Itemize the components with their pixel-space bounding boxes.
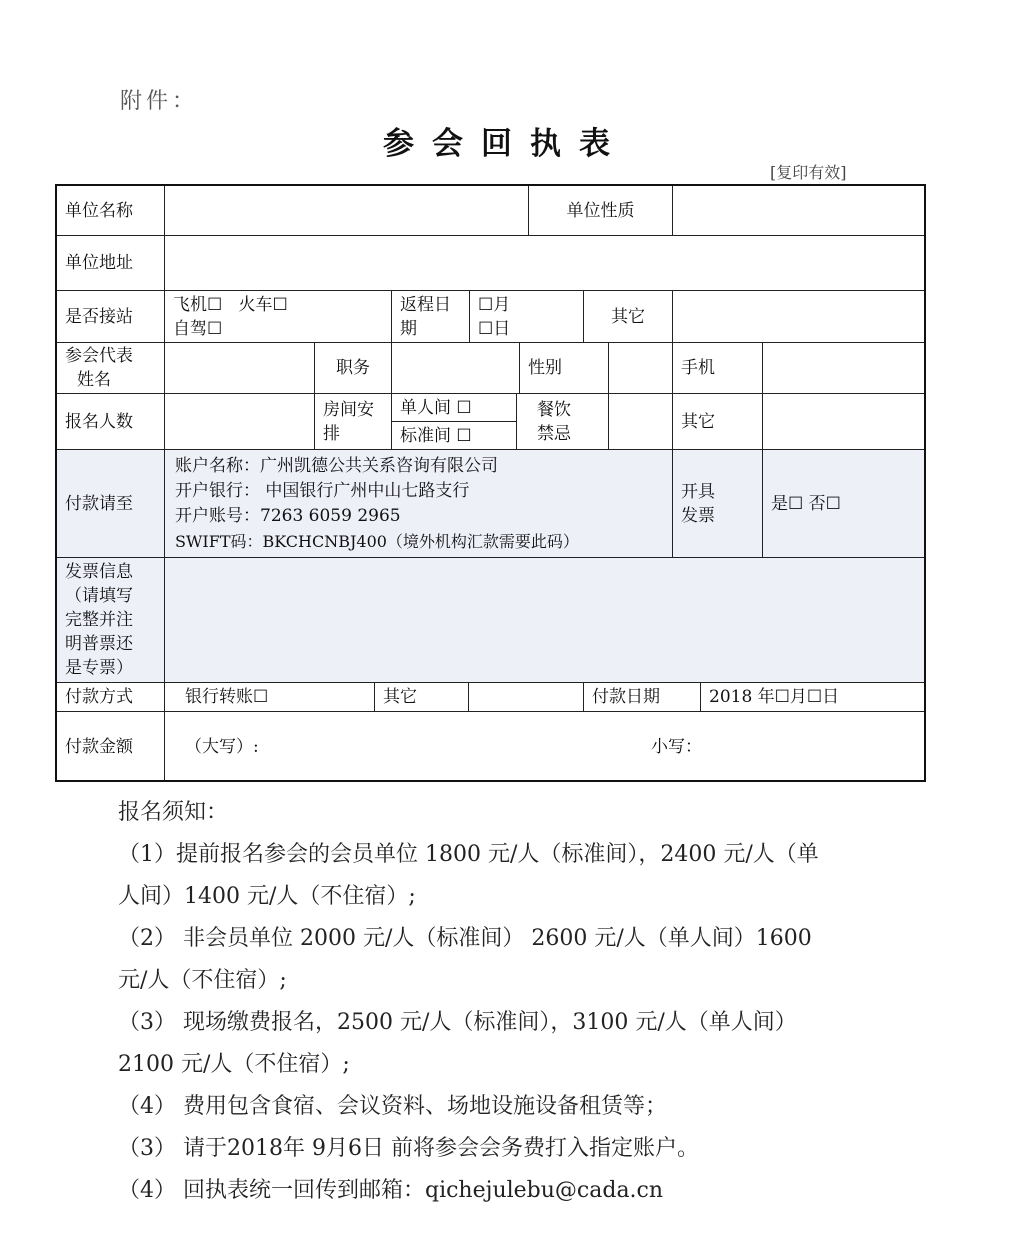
payment-amount-label: 付款金额 xyxy=(57,712,165,782)
invoice-info-line5: 是专票） xyxy=(65,658,133,678)
account-name: 账户名称：广州凯德公共关系咨询有限公司 xyxy=(175,455,498,476)
note-line: 2100 元/人（不住宿）; xyxy=(118,1052,350,1077)
payment-amount-field[interactable] xyxy=(165,712,926,782)
headcount-field[interactable] xyxy=(165,394,315,450)
headcount-other-label: 其它 xyxy=(673,394,763,450)
payment-date-label: 付款日期 xyxy=(584,683,701,712)
unit-address-field[interactable] xyxy=(165,236,926,291)
invoice-yes-no-checkbox[interactable]: 是☐ 否☐ xyxy=(763,450,926,558)
return-date-label-line2: 期 xyxy=(400,318,417,339)
invoice-info-line2: （请填写 xyxy=(65,586,133,606)
note-line: 元/人（不住宿）; xyxy=(118,968,287,993)
bank-transfer-checkbox[interactable]: 银行转账☐ xyxy=(165,683,375,712)
pickup-other-field[interactable] xyxy=(673,291,926,343)
pickup-label: 是否接站 xyxy=(57,291,165,343)
return-date-field xyxy=(470,291,584,343)
representative-label-line1: 参会代表 xyxy=(65,346,133,366)
pickup-plane-checkbox[interactable]: 飞机☐ xyxy=(173,294,223,315)
representative-label xyxy=(57,343,165,394)
note-line: （3） 请于2018年 9月6日 前将参会会务费打入指定账户。 xyxy=(118,1136,699,1161)
return-day-checkbox[interactable]: ☐日 xyxy=(478,318,511,339)
invoice-label xyxy=(673,450,763,558)
note-line: （3） 现场缴费报名，2500 元/人（标准间），3100 元/人（单人间） xyxy=(118,1010,797,1035)
headcount-label: 报名人数 xyxy=(57,394,165,450)
phone-field[interactable] xyxy=(763,343,926,394)
registration-notes xyxy=(118,792,878,1212)
unit-name-field[interactable] xyxy=(165,186,529,236)
diet-restriction-label xyxy=(517,394,609,450)
representative-label-line2: 姓名 xyxy=(77,370,111,390)
unit-nature-label: 单位性质 xyxy=(529,186,673,236)
unit-address-label: 单位地址 xyxy=(57,236,165,291)
notes-heading: 报名须知： xyxy=(118,800,229,825)
invoice-info-label xyxy=(57,558,165,683)
representative-field[interactable] xyxy=(165,343,315,394)
copy-valid-note: [复印有效] xyxy=(770,163,847,182)
return-month-checkbox[interactable]: ☐月 xyxy=(478,294,511,315)
pickup-options xyxy=(165,291,392,343)
diet-restriction-field[interactable] xyxy=(609,394,673,450)
invoice-label-line1: 开具 xyxy=(681,481,715,502)
single-room-checkbox[interactable]: 单人间 ☐ xyxy=(392,394,517,422)
phone-label: 手机 xyxy=(673,343,763,394)
invoice-label-line2: 发票 xyxy=(681,505,715,526)
invoice-info-line3: 完整并注 xyxy=(65,610,133,630)
unit-nature-field[interactable] xyxy=(673,186,926,236)
room-label-line1: 房间安 xyxy=(323,399,374,420)
position-field[interactable] xyxy=(392,343,520,394)
payment-method-label: 付款方式 xyxy=(57,683,165,712)
payment-other-field[interactable] xyxy=(469,683,584,712)
pickup-self-drive-checkbox[interactable]: 自驾☐ xyxy=(173,318,223,339)
note-line: 人间）1400 元/人（不住宿）; xyxy=(118,884,416,909)
page-title: 参会回执表 xyxy=(383,126,628,162)
return-date-label xyxy=(392,291,470,343)
headcount-other-field[interactable] xyxy=(763,394,926,450)
account-number: 开户账号：7263 6059 2965 xyxy=(175,505,401,526)
room-label-line2: 排 xyxy=(323,423,340,444)
pickup-other-label: 其它 xyxy=(584,291,673,343)
standard-room-checkbox[interactable]: 标准间 ☐ xyxy=(392,422,517,450)
pickup-train-checkbox[interactable]: 火车☐ xyxy=(238,294,288,315)
payment-other-label: 其它 xyxy=(375,683,469,712)
room-arrangement-label xyxy=(315,394,392,450)
bank-name: 开户银行： 中国银行广州中山七路支行 xyxy=(175,480,470,501)
note-line: （4） 费用包含食宿、会议资料、场地设施设备租赁等； xyxy=(118,1094,667,1119)
gender-label: 性别 xyxy=(520,343,609,394)
diet-label-line1: 餐饮 xyxy=(537,399,571,420)
bank-account-info xyxy=(165,450,673,558)
registration-form-table xyxy=(55,184,926,782)
return-date-label-line1: 返程日 xyxy=(400,294,451,315)
swift-code: SWIFT码：BKCHCNBJ400（境外机构汇款需要此码） xyxy=(175,531,579,551)
note-line: （2） 非会员单位 2000 元/人（标准间） 2600 元/人（单人间）1600 xyxy=(118,926,812,951)
diet-label-line2: 禁忌 xyxy=(537,423,571,444)
position-label: 职务 xyxy=(315,343,392,394)
note-line: （1）提前报名参会的会员单位 1800 元/人（标准间），2400 元/人（单 xyxy=(118,842,819,867)
invoice-info-line1: 发票信息 xyxy=(65,562,133,582)
attachment-label: 附件： xyxy=(120,89,199,114)
invoice-info-line4: 明普票还 xyxy=(65,634,133,654)
note-line: （4） 回执表统一回传到邮箱：qichejulebu@cada.cn xyxy=(118,1178,664,1203)
payment-date-field[interactable]: 2018 年☐月☐日 xyxy=(701,683,926,712)
gender-field[interactable] xyxy=(609,343,673,394)
unit-name-label: 单位名称 xyxy=(57,186,165,236)
pay-to-label: 付款请至 xyxy=(57,450,165,558)
invoice-info-field[interactable] xyxy=(165,558,926,683)
amount-lowercase-label: 小写： xyxy=(651,737,702,757)
amount-uppercase-label: （大写）: xyxy=(185,737,259,757)
